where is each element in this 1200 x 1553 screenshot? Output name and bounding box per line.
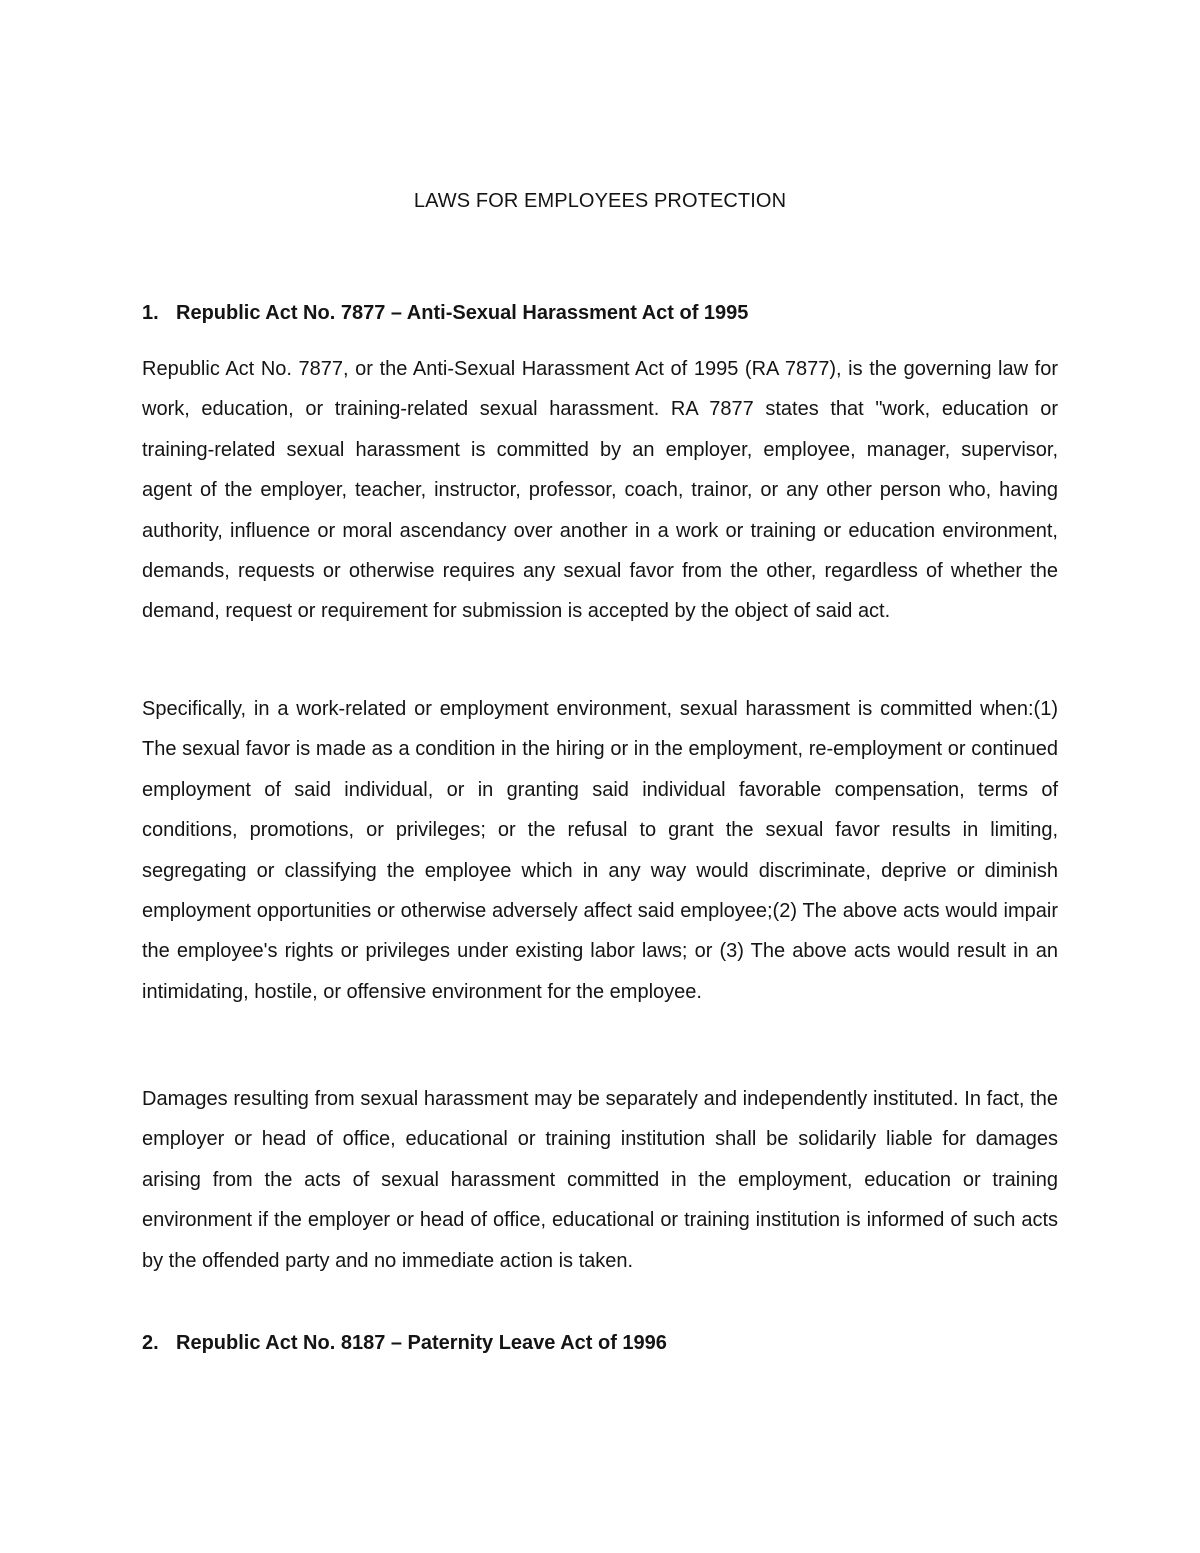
section-heading-text: Republic Act No. 7877 – Anti-Sexual Harassment Act of 1995 [176,302,749,324]
paragraph-ra7877-damages: Damages resulting from sexual harassment may be separately and independently instituted. In fact, the employer or head of office, educational or training institution shall be solidarily liable for damages arising from the acts of sexual harassment committed in the employment, education or training environment if the employer or head of office, educational or training institution is informed of such acts by the offended party and no immediate action is taken. [142,1088,1058,1272]
document-title: LAWS FOR EMPLOYEES PROTECTION [413,190,787,212]
section-number: 1. [142,302,159,324]
paragraph-ra7877-conditions: Specifically, in a work-related or employment environment, sexual harassment is committed when:(1) The sexual favor is made as a condition in the hiring or in the employment, re-employment or continued employment of said individual, or in granting said individual favorable compensation, terms of conditions, promotions, or privileges; or the refusal to grant the sexual favor results in limiting, segregating or classifying the employee which in any way would discriminate, deprive or diminish employment opportunities or otherwise adversely affect said employee;(2) The above acts would impair the employee's rights or privileges under existing labor laws; or (3) The above acts would result in an intimidating, hostile, or offensive environment for the employee. [142,698,1058,1003]
section-number: 2. [142,1332,159,1354]
section-heading-text: Republic Act No. 8187 – Paternity Leave Act of 1996 [176,1332,667,1354]
section-heading-1 [142,298,1076,328]
section-heading-2 [142,1328,1076,1358]
paragraph-ra7877-intro: Republic Act No. 7877, or the Anti-Sexual Harassment Act of 1995 (RA 7877), is the governing law for work, education, or training-related sexual harassment. RA 7877 states that "work, education or training-related sexual harassment is committed by an employer, employee, manager, supervisor, agent of the employer, teacher, instructor, professor, coach, trainor, or any other person who, having authority, influence or moral ascendancy over another in a work or training or education environment, demands, requests or otherwise requires any sexual favor from the other, regardless of whether the demand, request or requirement for submission is accepted by the object of said act. [142,358,1058,623]
